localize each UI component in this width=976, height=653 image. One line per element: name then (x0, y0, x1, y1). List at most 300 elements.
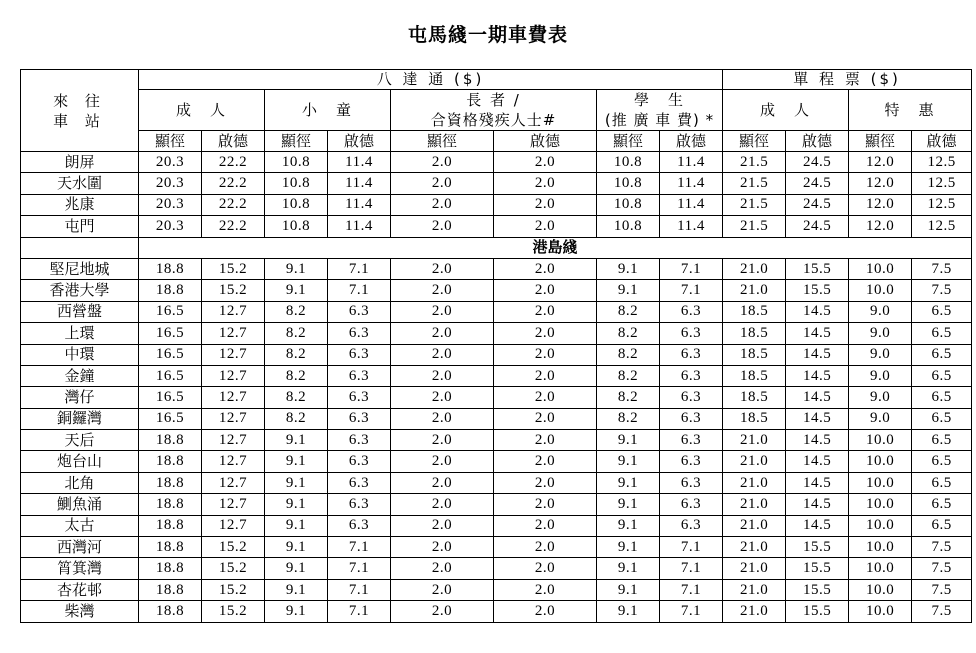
table-row (21, 472, 972, 493)
fare-cell: 14.5 (786, 323, 849, 344)
fare-cell: 9.1 (597, 430, 660, 451)
fare-cell: 9.1 (265, 280, 328, 301)
fare-cell: 18.8 (139, 579, 202, 600)
fare-cell: 10.8 (597, 152, 660, 173)
fare-cell: 2.0 (494, 323, 597, 344)
table-row (21, 451, 972, 472)
fare-cell: 21.5 (723, 173, 786, 194)
station-name: 香港大學 (21, 280, 139, 301)
station-name: 筲箕灣 (21, 558, 139, 579)
fare-cell: 9.1 (265, 579, 328, 600)
fare-cell: 8.2 (265, 344, 328, 365)
table-row (21, 515, 972, 536)
header-student-line1: 學 生 (634, 91, 686, 109)
station-name: 屯門 (21, 216, 139, 237)
fare-cell: 2.0 (391, 387, 494, 408)
fare-cell: 6.3 (328, 323, 391, 344)
table-row (21, 537, 972, 558)
fare-cell: 14.5 (786, 408, 849, 429)
fare-cell: 7.5 (912, 280, 972, 301)
page-title: 屯馬綫一期車費表 (407, 24, 568, 46)
fare-cell: 8.2 (597, 301, 660, 322)
fare-cell: 12.7 (202, 365, 265, 386)
fare-cell: 11.4 (660, 194, 723, 215)
fare-cell: 15.5 (786, 558, 849, 579)
col-header-b: 啟德 (328, 131, 391, 152)
fare-cell: 16.5 (139, 365, 202, 386)
fare-cell: 6.5 (912, 365, 972, 386)
fare-cell: 18.5 (723, 301, 786, 322)
header-child: 小 童 (265, 90, 391, 131)
table-row (21, 194, 972, 215)
fare-cell: 10.0 (849, 601, 912, 622)
table-row (21, 408, 972, 429)
fare-cell: 2.0 (391, 216, 494, 237)
station-name: 金鐘 (21, 365, 139, 386)
fare-cell: 2.0 (391, 194, 494, 215)
fare-cell: 2.0 (494, 515, 597, 536)
col-header-a: 顯徑 (723, 131, 786, 152)
station-name: 柴灣 (21, 601, 139, 622)
fare-cell: 22.2 (202, 194, 265, 215)
fare-cell: 12.0 (849, 216, 912, 237)
fare-cell: 2.0 (391, 537, 494, 558)
fare-cell: 6.3 (328, 365, 391, 386)
fare-cell: 15.5 (786, 601, 849, 622)
fare-cell: 2.0 (391, 408, 494, 429)
fare-cell: 8.2 (597, 387, 660, 408)
fare-cell: 7.5 (912, 579, 972, 600)
table-row (21, 280, 972, 301)
fare-cell: 18.8 (139, 472, 202, 493)
table-row (21, 344, 972, 365)
fare-cell: 9.1 (597, 515, 660, 536)
fare-cell: 14.5 (786, 515, 849, 536)
fare-cell: 12.7 (202, 301, 265, 322)
fare-cell: 9.1 (597, 579, 660, 600)
fare-cell: 2.0 (494, 365, 597, 386)
col-header-b: 啟德 (912, 131, 972, 152)
fare-cell: 21.5 (723, 194, 786, 215)
fare-cell: 10.8 (265, 173, 328, 194)
fare-cell: 10.8 (597, 173, 660, 194)
fare-cell: 10.0 (849, 280, 912, 301)
fare-cell: 6.3 (328, 430, 391, 451)
fare-cell: 14.5 (786, 494, 849, 515)
fare-cell: 14.5 (786, 430, 849, 451)
fare-cell: 15.5 (786, 258, 849, 279)
station-name: 堅尼地城 (21, 258, 139, 279)
fare-cell: 18.8 (139, 515, 202, 536)
fare-cell: 6.5 (912, 472, 972, 493)
fare-cell: 7.1 (328, 601, 391, 622)
fare-cell: 18.8 (139, 258, 202, 279)
fare-cell: 8.2 (597, 408, 660, 429)
col-header-a: 顯徑 (849, 131, 912, 152)
fare-cell: 6.3 (660, 344, 723, 365)
fare-cell: 2.0 (391, 472, 494, 493)
fare-cell: 9.0 (849, 365, 912, 386)
fare-cell: 12.5 (912, 173, 972, 194)
fare-cell: 2.0 (494, 301, 597, 322)
fare-cell: 9.1 (265, 472, 328, 493)
fare-cell: 7.1 (328, 579, 391, 600)
fare-cell: 9.0 (849, 301, 912, 322)
fare-cell: 6.3 (660, 365, 723, 386)
fare-cell: 18.5 (723, 387, 786, 408)
fare-cell: 2.0 (494, 344, 597, 365)
col-header-a: 顯徑 (265, 131, 328, 152)
station-name: 銅鑼灣 (21, 408, 139, 429)
fare-cell: 11.4 (328, 194, 391, 215)
fare-cell: 6.3 (328, 472, 391, 493)
fare-cell: 12.7 (202, 408, 265, 429)
fare-cell: 10.0 (849, 430, 912, 451)
fare-cell: 9.1 (597, 601, 660, 622)
fare-cell: 9.0 (849, 344, 912, 365)
fare-cell: 21.0 (723, 258, 786, 279)
table-row (21, 216, 972, 237)
fare-cell: 14.5 (786, 472, 849, 493)
fare-cell: 2.0 (494, 537, 597, 558)
fare-cell: 12.7 (202, 430, 265, 451)
fare-cell: 7.5 (912, 601, 972, 622)
fare-cell: 6.3 (660, 430, 723, 451)
fare-cell: 8.2 (597, 365, 660, 386)
fare-cell: 12.5 (912, 216, 972, 237)
fare-cell: 9.1 (597, 280, 660, 301)
fare-cell: 2.0 (494, 216, 597, 237)
header-from-to: 來 往 (53, 91, 106, 110)
fare-cell: 12.0 (849, 152, 912, 173)
fare-cell: 10.8 (597, 194, 660, 215)
fare-cell: 6.5 (912, 301, 972, 322)
fare-cell: 2.0 (494, 173, 597, 194)
fare-cell: 12.7 (202, 323, 265, 344)
fare-cell: 14.5 (786, 451, 849, 472)
table-row (21, 301, 972, 322)
fare-cell: 2.0 (391, 430, 494, 451)
fare-cell: 2.0 (494, 451, 597, 472)
fare-cell: 15.2 (202, 537, 265, 558)
fare-cell: 6.3 (660, 408, 723, 429)
header-adult: 成 人 (139, 90, 265, 131)
fare-cell: 15.2 (202, 258, 265, 279)
fare-cell: 2.0 (494, 601, 597, 622)
fare-cell: 9.1 (597, 451, 660, 472)
fare-cell: 6.3 (660, 515, 723, 536)
fare-cell: 6.3 (328, 344, 391, 365)
fare-cell: 9.1 (265, 558, 328, 579)
header-octopus: 八 達 通 ($) (139, 70, 723, 90)
fare-cell: 15.2 (202, 558, 265, 579)
fare-cell: 18.8 (139, 451, 202, 472)
fare-cell: 2.0 (494, 494, 597, 515)
fare-cell: 11.4 (660, 173, 723, 194)
fare-cell: 10.0 (849, 515, 912, 536)
fare-cell: 18.5 (723, 365, 786, 386)
fare-cell: 21.5 (723, 216, 786, 237)
fare-cell: 10.8 (265, 194, 328, 215)
fare-cell: 6.5 (912, 451, 972, 472)
fare-cell: 6.3 (328, 515, 391, 536)
table-row (21, 365, 972, 386)
header-elderly-line1: 長 者 / (466, 91, 521, 109)
fare-cell: 8.2 (265, 387, 328, 408)
fare-cell: 18.8 (139, 430, 202, 451)
fare-cell: 9.1 (265, 430, 328, 451)
fare-cell: 6.3 (660, 472, 723, 493)
table-row (21, 558, 972, 579)
fare-cell: 10.8 (597, 216, 660, 237)
fare-cell: 24.5 (786, 194, 849, 215)
fare-cell: 6.5 (912, 344, 972, 365)
fare-cell: 10.0 (849, 494, 912, 515)
fare-cell: 15.2 (202, 579, 265, 600)
fare-cell: 7.1 (660, 537, 723, 558)
fare-cell: 2.0 (391, 579, 494, 600)
fare-cell: 14.5 (786, 301, 849, 322)
fare-cell: 14.5 (786, 344, 849, 365)
fare-cell: 15.5 (786, 537, 849, 558)
fare-cell: 21.0 (723, 537, 786, 558)
table-row (21, 494, 972, 515)
fare-cell: 10.8 (265, 216, 328, 237)
fare-cell: 11.4 (328, 216, 391, 237)
fare-cell: 10.0 (849, 451, 912, 472)
fare-cell: 18.5 (723, 323, 786, 344)
fare-cell: 2.0 (391, 280, 494, 301)
fare-cell: 22.2 (202, 173, 265, 194)
fare-cell: 6.3 (660, 387, 723, 408)
fare-cell: 21.0 (723, 451, 786, 472)
col-header-a: 顯徑 (139, 131, 202, 152)
fare-cell: 2.0 (391, 601, 494, 622)
fare-cell: 2.0 (391, 323, 494, 344)
fare-cell: 10.0 (849, 579, 912, 600)
fare-cell: 9.1 (265, 451, 328, 472)
fare-cell: 16.5 (139, 301, 202, 322)
fare-cell: 8.2 (265, 365, 328, 386)
fare-cell: 12.7 (202, 451, 265, 472)
fare-cell: 7.5 (912, 558, 972, 579)
fare-cell: 2.0 (391, 515, 494, 536)
table-row (21, 579, 972, 600)
fare-cell: 2.0 (494, 258, 597, 279)
fare-cell: 22.2 (202, 152, 265, 173)
station-name: 炮台山 (21, 451, 139, 472)
header-student-line2: (推 廣 車 費) * (604, 111, 715, 129)
fare-cell: 6.3 (328, 387, 391, 408)
table-row (21, 173, 972, 194)
fare-table (20, 69, 972, 623)
section-blank-cell (21, 237, 139, 258)
station-name: 上環 (21, 323, 139, 344)
fare-cell: 14.5 (786, 387, 849, 408)
fare-cell: 2.0 (391, 451, 494, 472)
fare-cell: 21.0 (723, 558, 786, 579)
fare-cell: 21.0 (723, 494, 786, 515)
fare-cell: 21.0 (723, 280, 786, 301)
station-header-cell (21, 70, 139, 152)
fare-cell: 6.3 (660, 301, 723, 322)
table-row (21, 323, 972, 344)
fare-cell: 10.0 (849, 537, 912, 558)
fare-cell: 12.7 (202, 472, 265, 493)
header-station: 車 站 (53, 111, 106, 130)
fare-cell: 24.5 (786, 173, 849, 194)
col-header-b: 啟德 (660, 131, 723, 152)
fare-cell: 7.5 (912, 537, 972, 558)
fare-cell: 22.2 (202, 216, 265, 237)
fare-cell: 7.1 (660, 558, 723, 579)
table-row (21, 430, 972, 451)
fare-cell: 6.3 (660, 494, 723, 515)
fare-cell: 21.5 (723, 152, 786, 173)
fare-cell: 15.2 (202, 280, 265, 301)
station-name: 灣仔 (21, 387, 139, 408)
fare-cell: 12.5 (912, 152, 972, 173)
col-header-a: 顯徑 (597, 131, 660, 152)
fare-cell: 12.5 (912, 194, 972, 215)
fare-cell: 12.0 (849, 173, 912, 194)
col-header-b: 啟德 (202, 131, 265, 152)
fare-cell: 2.0 (494, 194, 597, 215)
fare-cell: 2.0 (494, 280, 597, 301)
fare-cell: 11.4 (660, 152, 723, 173)
fare-cell: 9.0 (849, 387, 912, 408)
fare-cell: 6.5 (912, 515, 972, 536)
table-row (21, 387, 972, 408)
fare-cell: 7.1 (660, 258, 723, 279)
fare-cell: 21.0 (723, 579, 786, 600)
fare-cell: 2.0 (494, 579, 597, 600)
fare-cell: 6.5 (912, 408, 972, 429)
header-sj-adult: 成 人 (723, 90, 849, 131)
fare-cell: 20.3 (139, 216, 202, 237)
fare-cell: 7.1 (328, 537, 391, 558)
col-header-a: 顯徑 (391, 131, 494, 152)
fare-cell: 2.0 (494, 558, 597, 579)
fare-cell: 7.1 (328, 280, 391, 301)
fare-cell: 6.3 (328, 301, 391, 322)
fare-cell: 7.1 (328, 258, 391, 279)
table-row (21, 258, 972, 279)
fare-cell: 10.8 (265, 152, 328, 173)
fare-cell: 18.8 (139, 601, 202, 622)
fare-cell: 7.1 (660, 280, 723, 301)
station-name: 朗屏 (21, 152, 139, 173)
fare-cell: 21.0 (723, 601, 786, 622)
fare-cell: 9.1 (265, 515, 328, 536)
fare-cell: 6.3 (660, 451, 723, 472)
header-elderly-line2: 合資格殘疾人士# (430, 111, 557, 129)
fare-cell: 11.4 (328, 152, 391, 173)
fare-cell: 2.0 (494, 472, 597, 493)
fare-cell: 7.5 (912, 258, 972, 279)
fare-cell: 2.0 (391, 344, 494, 365)
table-row (21, 152, 972, 173)
section-row (21, 237, 972, 258)
fare-cell: 2.0 (391, 152, 494, 173)
fare-cell: 18.8 (139, 494, 202, 515)
fare-cell: 2.0 (494, 152, 597, 173)
fare-cell: 6.5 (912, 494, 972, 515)
fare-cell: 8.2 (597, 323, 660, 344)
station-name: 杏花邨 (21, 579, 139, 600)
fare-cell: 2.0 (391, 258, 494, 279)
station-name: 鰂魚涌 (21, 494, 139, 515)
header-student (597, 90, 723, 131)
fare-cell: 9.1 (597, 558, 660, 579)
fare-cell: 15.5 (786, 280, 849, 301)
fare-cell: 12.7 (202, 494, 265, 515)
header-elderly (391, 90, 597, 131)
fare-cell: 7.1 (328, 558, 391, 579)
fare-cell: 21.0 (723, 430, 786, 451)
fare-cell: 2.0 (391, 173, 494, 194)
station-name: 西營盤 (21, 301, 139, 322)
fare-cell: 15.5 (786, 579, 849, 600)
fare-cell: 2.0 (391, 365, 494, 386)
fare-cell: 16.5 (139, 387, 202, 408)
station-name: 北角 (21, 472, 139, 493)
fare-cell: 9.0 (849, 408, 912, 429)
fare-cell: 2.0 (391, 558, 494, 579)
fare-cell: 11.4 (328, 173, 391, 194)
fare-cell: 2.0 (494, 408, 597, 429)
fare-cell: 18.5 (723, 408, 786, 429)
station-name: 兆康 (21, 194, 139, 215)
fare-cell: 15.2 (202, 601, 265, 622)
col-header-b: 啟德 (786, 131, 849, 152)
fare-cell: 16.5 (139, 344, 202, 365)
fare-cell: 18.8 (139, 558, 202, 579)
fare-cell: 8.2 (265, 301, 328, 322)
fare-cell: 10.0 (849, 258, 912, 279)
fare-cell: 10.0 (849, 558, 912, 579)
fare-cell: 9.1 (265, 258, 328, 279)
fare-cell: 2.0 (391, 301, 494, 322)
station-name: 天水圍 (21, 173, 139, 194)
header-single-journey: 單 程 票 ($) (723, 70, 972, 90)
fare-cell: 12.7 (202, 344, 265, 365)
fare-cell: 7.1 (660, 601, 723, 622)
fare-cell: 9.0 (849, 323, 912, 344)
station-name: 天后 (21, 430, 139, 451)
fare-cell: 12.7 (202, 515, 265, 536)
fare-cell: 9.1 (597, 258, 660, 279)
fare-cell: 8.2 (597, 344, 660, 365)
header-sj-concession: 特 惠 (849, 90, 972, 131)
fare-cell: 6.5 (912, 323, 972, 344)
fare-cell: 2.0 (494, 387, 597, 408)
fare-cell: 2.0 (494, 430, 597, 451)
fare-cell: 9.1 (265, 537, 328, 558)
fare-cell: 24.5 (786, 216, 849, 237)
fare-cell: 18.8 (139, 280, 202, 301)
fare-cell: 11.4 (660, 216, 723, 237)
table-row (21, 601, 972, 622)
fare-cell: 6.5 (912, 430, 972, 451)
fare-cell: 16.5 (139, 323, 202, 344)
fare-cell: 20.3 (139, 194, 202, 215)
fare-cell: 10.0 (849, 472, 912, 493)
fare-cell: 2.0 (391, 494, 494, 515)
fare-cell: 12.7 (202, 387, 265, 408)
fare-cell: 21.0 (723, 472, 786, 493)
fare-cell: 18.5 (723, 344, 786, 365)
